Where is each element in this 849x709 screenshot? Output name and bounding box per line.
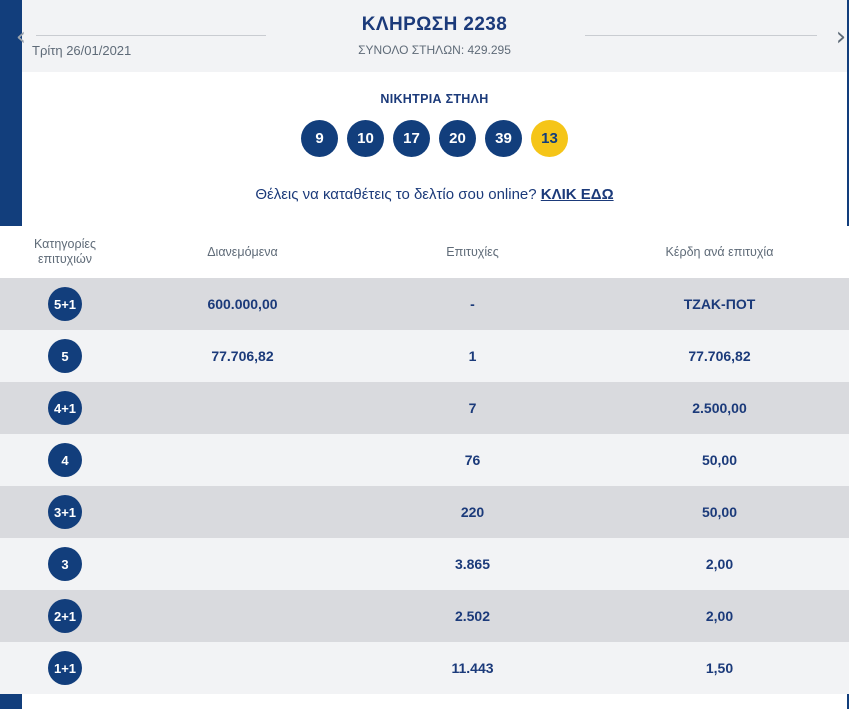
distributed-cell: 600.000,00 — [207, 296, 278, 312]
winners-cell: 11.443 — [451, 660, 494, 676]
category-cell — [0, 287, 130, 321]
table-row — [0, 330, 849, 382]
prize-cell: 2.500,00 — [692, 400, 747, 416]
table-row — [0, 642, 849, 694]
winners-cell: 7 — [468, 400, 477, 416]
column-header-distributed: Διανεμόμενα — [207, 244, 278, 259]
distributed-cell: 77.706,82 — [211, 348, 274, 364]
category-cell — [0, 599, 130, 633]
online-promo — [22, 186, 847, 203]
table-row — [0, 434, 849, 486]
winning-number-ball: 10 — [347, 120, 384, 157]
chevron-right-icon[interactable]: › — [835, 22, 847, 52]
results-table — [0, 226, 849, 694]
draw-date: Τρίτη 26/01/2021 — [32, 43, 132, 58]
category-badge: 4 — [48, 443, 82, 477]
prize-cell: 2,00 — [705, 556, 734, 572]
chevron-left-icon[interactable]: ‹ — [15, 22, 27, 52]
prize-cell: 77.706,82 — [688, 348, 751, 364]
table-row — [0, 538, 849, 590]
winners-cell: 76 — [464, 452, 481, 468]
category-badge: 5 — [48, 339, 82, 373]
category-cell — [0, 339, 130, 373]
prize-cell: ΤΖΑΚ-ΠΟΤ — [683, 296, 756, 312]
category-badge: 4+1 — [48, 391, 82, 425]
draw-total-columns: ΣΥΝΟΛΟ ΣΤΗΛΩΝ: 429.295 — [358, 43, 511, 57]
column-header-categories — [0, 237, 130, 267]
prize-cell: 2,00 — [705, 608, 734, 624]
table-row — [0, 382, 849, 434]
column-header-categories-line1: Κατηγορίες — [34, 237, 96, 251]
category-cell — [0, 391, 130, 425]
promo-text: Θέλεις να καταθέτεις το δελτίο σου online? — [255, 186, 537, 203]
table-row — [0, 590, 849, 642]
column-header-prize: Κέρδη ανά επιτυχία — [665, 244, 774, 259]
prize-cell: 50,00 — [701, 452, 738, 468]
winners-cell: 2.502 — [454, 608, 491, 624]
winning-number-ball: 9 — [301, 120, 338, 157]
winners-cell: 220 — [460, 504, 485, 520]
category-badge: 3+1 — [48, 495, 82, 529]
table-row — [0, 278, 849, 330]
winning-number-ball: 17 — [393, 120, 430, 157]
promo-link[interactable]: ΚΛΙΚ ΕΔΩ — [540, 186, 614, 203]
category-badge: 5+1 — [48, 287, 82, 321]
category-cell — [0, 547, 130, 581]
category-badge: 3 — [48, 547, 82, 581]
category-cell — [0, 495, 130, 529]
category-cell — [0, 651, 130, 685]
prize-cell: 50,00 — [701, 504, 738, 520]
category-badge: 2+1 — [48, 599, 82, 633]
category-badge: 1+1 — [48, 651, 82, 685]
column-header-categories-line2: επιτυχιών — [37, 252, 93, 266]
winning-numbers — [22, 120, 847, 157]
draw-title: ΚΛΗΡΩΣΗ 2238 — [361, 14, 508, 35]
bonus-number-ball: 13 — [531, 120, 568, 157]
prize-cell: 1,50 — [705, 660, 734, 676]
category-cell — [0, 443, 130, 477]
winning-number-ball: 39 — [485, 120, 522, 157]
table-header-row — [0, 226, 849, 278]
column-header-winners: Επιτυχίες — [446, 244, 499, 259]
winners-cell: 3.865 — [454, 556, 491, 572]
draw-header — [15, 0, 847, 72]
winning-number-ball: 20 — [439, 120, 476, 157]
winning-column-label: ΝΙΚΗΤΡΙΑ ΣΤΗΛΗ — [380, 92, 489, 106]
winners-cell: 1 — [468, 348, 477, 364]
winners-cell: - — [470, 296, 475, 312]
table-row — [0, 486, 849, 538]
